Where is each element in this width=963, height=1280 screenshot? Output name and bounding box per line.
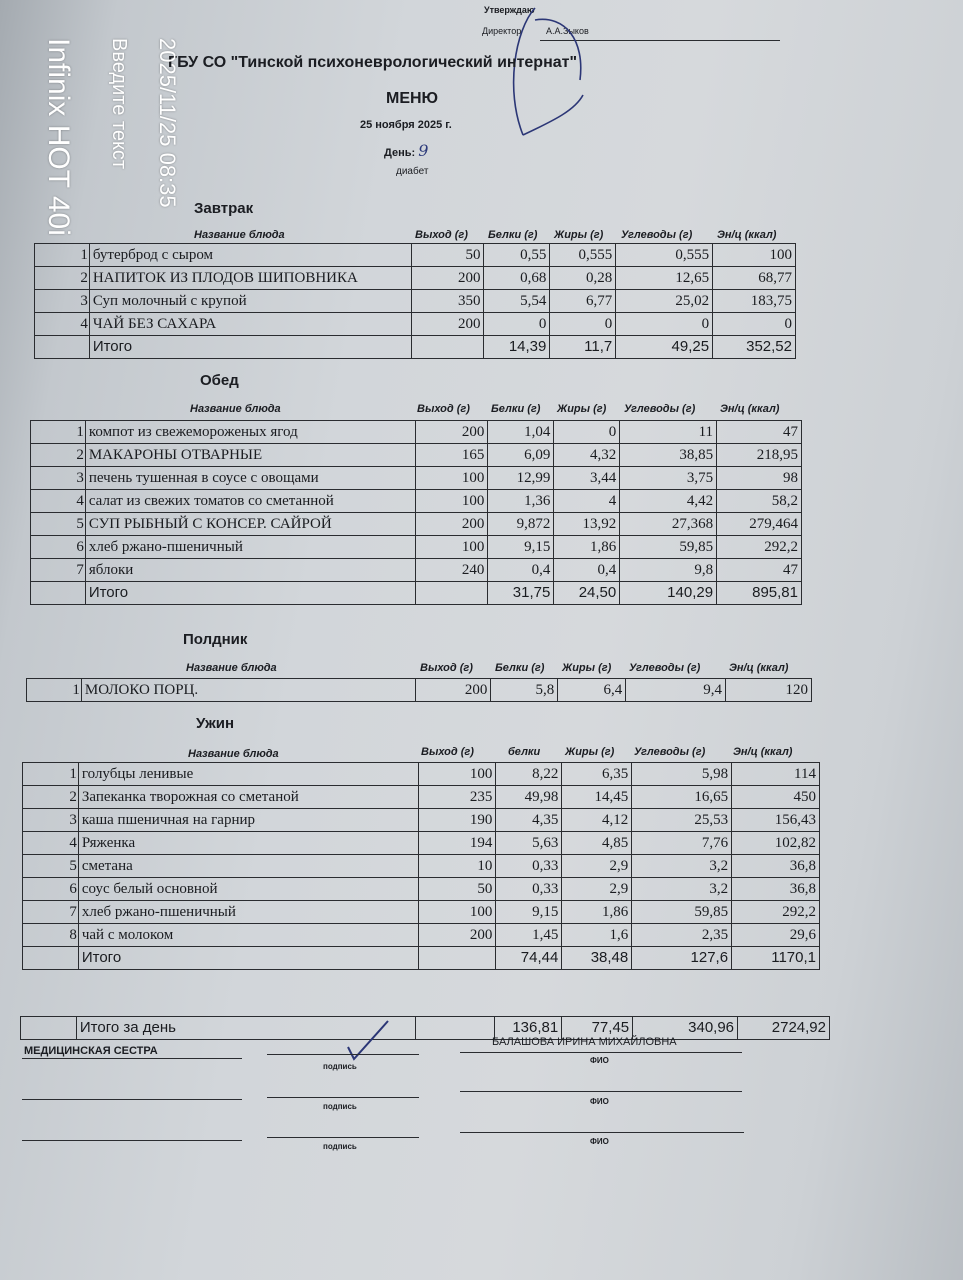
col-energy-header: Эн/ц (ккал) [729, 662, 789, 674]
day-total-row [21, 1017, 830, 1040]
dish-fat: 4 [554, 490, 620, 513]
dish-energy: 120 [726, 679, 812, 702]
dish-protein: 1,45 [496, 924, 562, 947]
dish-fat: 6,4 [558, 679, 626, 702]
table-row [35, 290, 796, 313]
dish-name: Суп молочный с крупой [89, 290, 411, 313]
col-protein-header: Белки (г) [495, 662, 545, 674]
dish-output: 200 [416, 679, 491, 702]
table-row [23, 924, 820, 947]
dish-energy: 100 [713, 244, 796, 267]
table-row [31, 490, 802, 513]
dish-carbs: 59,85 [620, 536, 717, 559]
signature-label: подпись [323, 1142, 357, 1151]
total-label: Итого [89, 336, 411, 359]
dish-energy: 36,8 [732, 878, 820, 901]
dish-name: чай с молоком [78, 924, 418, 947]
dish-protein: 0,33 [496, 878, 562, 901]
col-protein-header: Белки (г) [491, 403, 541, 415]
total-blank [415, 582, 488, 605]
table-row [35, 267, 796, 290]
dish-energy: 450 [732, 786, 820, 809]
row-number: 3 [35, 290, 90, 313]
col-energy-header: Эн/ц (ккал) [720, 403, 780, 415]
dish-protein: 0,68 [484, 267, 550, 290]
snack-table [26, 678, 812, 702]
table-row [23, 832, 820, 855]
dinner-table [22, 762, 820, 970]
total-blank [411, 336, 484, 359]
dish-energy: 68,77 [713, 267, 796, 290]
total-protein: 14,39 [484, 336, 550, 359]
signature-line [267, 1097, 419, 1098]
row-number: 1 [31, 421, 86, 444]
total-row [31, 582, 802, 605]
table-row [31, 421, 802, 444]
dish-protein: 8,22 [496, 763, 562, 786]
table-row [23, 878, 820, 901]
row-number: 8 [23, 924, 79, 947]
dish-output: 100 [418, 901, 496, 924]
dish-energy: 292,2 [732, 901, 820, 924]
dish-output: 50 [418, 878, 496, 901]
dish-protein: 9,15 [496, 901, 562, 924]
day-label: День: [384, 147, 416, 159]
dish-fat: 13,92 [554, 513, 620, 536]
col-name-header: Название блюда [194, 229, 285, 241]
total-carbs: 127,6 [632, 947, 732, 970]
dish-energy: 58,2 [717, 490, 802, 513]
day-total-energy: 2724,92 [738, 1017, 830, 1040]
camera-watermark-datetime: 2025/11/25 08:35 [155, 38, 180, 208]
table-row [31, 444, 802, 467]
dish-protein: 0,4 [488, 559, 554, 582]
dish-output: 200 [411, 267, 484, 290]
dish-output: 240 [415, 559, 488, 582]
col-carbs-header: Углеводы (г) [621, 229, 693, 241]
col-carbs-header: Углеводы (г) [629, 662, 701, 674]
organization-name: ГБУ СО "Тинской психоневрологический интернат" [168, 54, 578, 71]
fio-label: ФИО [590, 1097, 609, 1106]
col-fat-header: Жиры (г) [565, 746, 615, 758]
day-total-fat: 77,45 [562, 1017, 633, 1040]
dish-output: 10 [418, 855, 496, 878]
dish-name: СУП РЫБНЫЙ С КОНСЕР. САЙРОЙ [85, 513, 415, 536]
signature-label: подпись [323, 1102, 357, 1111]
row-number: 4 [23, 832, 79, 855]
dish-name: НАПИТОК ИЗ ПЛОДОВ ШИПОВНИКА [89, 267, 411, 290]
total-fat: 38,48 [562, 947, 632, 970]
dish-carbs: 4,42 [620, 490, 717, 513]
signature-line [460, 1132, 744, 1133]
dish-fat: 3,44 [554, 467, 620, 490]
dish-output: 200 [418, 924, 496, 947]
table-row [31, 536, 802, 559]
dish-name: сметана [78, 855, 418, 878]
col-carbs-header: Углеводы (г) [634, 746, 706, 758]
dish-protein: 49,98 [496, 786, 562, 809]
table-row [23, 763, 820, 786]
dish-carbs: 3,75 [620, 467, 717, 490]
breakfast-table [34, 243, 796, 359]
dish-name: хлеб ржано-пшеничный [85, 536, 415, 559]
dish-carbs: 38,85 [620, 444, 717, 467]
dish-carbs: 11 [620, 421, 717, 444]
dish-protein: 9,15 [488, 536, 554, 559]
dish-name: компот из свежемороженых ягод [85, 421, 415, 444]
dish-fat: 1,6 [562, 924, 632, 947]
dish-energy: 218,95 [717, 444, 802, 467]
signature-line [22, 1058, 242, 1059]
dish-fat: 6,35 [562, 763, 632, 786]
dish-name: Ряженка [78, 832, 418, 855]
director-label: Директор [482, 26, 522, 36]
total-protein: 74,44 [496, 947, 562, 970]
total-blank [23, 947, 79, 970]
dish-fat: 0,555 [550, 244, 616, 267]
dish-fat: 0,4 [554, 559, 620, 582]
total-energy: 352,52 [713, 336, 796, 359]
total-row [23, 947, 820, 970]
dinner-title: Ужин [196, 715, 235, 732]
row-number: 3 [31, 467, 86, 490]
col-fat-header: Жиры (г) [562, 662, 612, 674]
dish-fat: 14,45 [562, 786, 632, 809]
dish-energy: 0 [713, 313, 796, 336]
dish-protein: 9,872 [488, 513, 554, 536]
day-value: 9 [418, 141, 429, 160]
row-number: 3 [23, 809, 79, 832]
day-total-protein: 136,81 [495, 1017, 562, 1040]
dish-name: печень тушенная в соусе с овощами [85, 467, 415, 490]
nurse-title: МЕДИЦИНСКАЯ СЕСТРА [24, 1045, 158, 1057]
day-total-carbs: 340,96 [633, 1017, 738, 1040]
dish-name: МАКАРОНЫ ОТВАРНЫЕ [85, 444, 415, 467]
row-number: 5 [31, 513, 86, 536]
lunch-table [30, 420, 802, 605]
dish-carbs: 7,76 [632, 832, 732, 855]
dish-carbs: 0 [616, 313, 713, 336]
total-energy: 1170,1 [732, 947, 820, 970]
table-row [23, 855, 820, 878]
signature-scribble [340, 1015, 400, 1065]
dish-output: 200 [411, 313, 484, 336]
approve-label: Утверждаю [484, 5, 535, 15]
dish-carbs: 25,53 [632, 809, 732, 832]
dish-name: салат из свежих томатов со сметанной [85, 490, 415, 513]
breakfast-title: Завтрак [194, 200, 254, 217]
dish-protein: 0,55 [484, 244, 550, 267]
diet-label: диабет [396, 166, 429, 177]
dish-name: хлеб ржано-пшеничный [78, 901, 418, 924]
camera-watermark-hint: Введите текст [108, 38, 130, 170]
dish-energy: 98 [717, 467, 802, 490]
total-energy: 895,81 [717, 582, 802, 605]
dish-energy: 279,464 [717, 513, 802, 536]
dish-protein: 0,33 [496, 855, 562, 878]
dish-name: бутерброд с сыром [89, 244, 411, 267]
total-blank [35, 336, 90, 359]
dish-fat: 6,77 [550, 290, 616, 313]
dish-carbs: 59,85 [632, 901, 732, 924]
row-number: 4 [31, 490, 86, 513]
total-protein: 31,75 [488, 582, 554, 605]
dish-carbs: 0,555 [616, 244, 713, 267]
row-number: 6 [23, 878, 79, 901]
table-row [27, 679, 812, 702]
dish-carbs: 2,35 [632, 924, 732, 947]
dish-output: 235 [418, 786, 496, 809]
total-blank [418, 947, 496, 970]
signature-line [460, 1052, 742, 1053]
table-row [35, 313, 796, 336]
signature-line [460, 1091, 742, 1092]
dish-fat: 2,9 [562, 855, 632, 878]
dish-output: 200 [415, 513, 488, 536]
dish-energy: 36,8 [732, 855, 820, 878]
dish-protein: 1,36 [488, 490, 554, 513]
dish-carbs: 3,2 [632, 855, 732, 878]
col-name-header: Название блюда [186, 662, 277, 674]
day-total-table [20, 1016, 830, 1040]
camera-watermark-brand: Infinix HOT 40i [42, 38, 75, 236]
dish-output: 350 [411, 290, 484, 313]
dish-carbs: 12,65 [616, 267, 713, 290]
dish-carbs: 27,368 [620, 513, 717, 536]
table-row [23, 901, 820, 924]
row-number: 2 [35, 267, 90, 290]
dish-fat: 1,86 [562, 901, 632, 924]
table-row [31, 467, 802, 490]
snack-title: Полдник [183, 631, 248, 648]
table-row [23, 809, 820, 832]
col-fat-header: Жиры (г) [557, 403, 607, 415]
row-number: 7 [23, 901, 79, 924]
row-number: 2 [31, 444, 86, 467]
dish-energy: 292,2 [717, 536, 802, 559]
director-name: А.А.Зыков [546, 26, 589, 36]
total-label: Итого [78, 947, 418, 970]
col-carbs-header: Углеводы (г) [624, 403, 696, 415]
nurse-name: БАЛАШОВА ИРИНА МИХАЙЛОВНА [492, 1036, 677, 1048]
dish-output: 200 [415, 421, 488, 444]
col-output-header: Выход (г) [420, 662, 473, 674]
dish-fat: 2,9 [562, 878, 632, 901]
total-fat: 24,50 [554, 582, 620, 605]
row-number: 1 [27, 679, 82, 702]
total-fat: 11,7 [550, 336, 616, 359]
col-energy-header: Эн/ц (ккал) [717, 229, 777, 241]
signature-line [267, 1054, 419, 1055]
dish-protein: 5,8 [491, 679, 558, 702]
dish-output: 100 [415, 490, 488, 513]
dish-energy: 156,43 [732, 809, 820, 832]
menu-day [384, 141, 428, 160]
dish-fat: 0 [550, 313, 616, 336]
dish-protein: 5,54 [484, 290, 550, 313]
dish-name: соус белый основной [78, 878, 418, 901]
row-number: 6 [31, 536, 86, 559]
col-protein-header: Белки (г) [488, 229, 538, 241]
dish-protein: 4,35 [496, 809, 562, 832]
dish-carbs: 9,4 [626, 679, 726, 702]
dish-name: МОЛОКО ПОРЦ. [81, 679, 416, 702]
signature-line [267, 1137, 419, 1138]
signature-label: подпись [323, 1062, 357, 1071]
dish-energy: 47 [717, 421, 802, 444]
table-row [31, 513, 802, 536]
dish-output: 190 [418, 809, 496, 832]
dish-fat: 1,86 [554, 536, 620, 559]
dish-carbs: 16,65 [632, 786, 732, 809]
col-output-header: Выход (г) [415, 229, 468, 241]
table-row [31, 559, 802, 582]
col-output-header: Выход (г) [421, 746, 474, 758]
total-label: Итого [85, 582, 415, 605]
row-number: 4 [35, 313, 90, 336]
dish-energy: 183,75 [713, 290, 796, 313]
dish-name: ЧАЙ БЕЗ САХАРА [89, 313, 411, 336]
dish-name: голубцы ленивые [78, 763, 418, 786]
dish-protein: 12,99 [488, 467, 554, 490]
dish-output: 100 [415, 536, 488, 559]
director-signature-scribble [495, 0, 605, 150]
dish-output: 100 [415, 467, 488, 490]
dish-carbs: 25,02 [616, 290, 713, 313]
signature-line [22, 1099, 242, 1100]
fio-label: ФИО [590, 1137, 609, 1146]
dish-name: яблоки [85, 559, 415, 582]
row-number: 5 [23, 855, 79, 878]
dish-energy: 47 [717, 559, 802, 582]
dish-protein: 5,63 [496, 832, 562, 855]
dish-output: 50 [411, 244, 484, 267]
col-name-header: Название блюда [190, 403, 281, 415]
lunch-title: Обед [200, 372, 239, 389]
total-row [35, 336, 796, 359]
dish-energy: 114 [732, 763, 820, 786]
dish-output: 194 [418, 832, 496, 855]
dish-energy: 102,82 [732, 832, 820, 855]
row-number: 7 [31, 559, 86, 582]
dish-carbs: 5,98 [632, 763, 732, 786]
fio-label: ФИО [590, 1056, 609, 1065]
menu-title: МЕНЮ [386, 90, 439, 107]
col-fat-header: Жиры (г) [554, 229, 604, 241]
total-blank [31, 582, 86, 605]
dish-carbs: 3,2 [632, 878, 732, 901]
dish-carbs: 9,8 [620, 559, 717, 582]
total-carbs: 49,25 [616, 336, 713, 359]
dish-fat: 4,32 [554, 444, 620, 467]
dish-name: каша пшеничная на гарнир [78, 809, 418, 832]
dish-fat: 0,28 [550, 267, 616, 290]
dish-fat: 4,85 [562, 832, 632, 855]
col-protein-header: белки [508, 746, 541, 758]
dish-protein: 1,04 [488, 421, 554, 444]
table-row [23, 786, 820, 809]
dish-fat: 4,12 [562, 809, 632, 832]
total-carbs: 140,29 [620, 582, 717, 605]
dish-output: 100 [418, 763, 496, 786]
col-name-header: Название блюда [188, 748, 279, 760]
row-number: 1 [35, 244, 90, 267]
dish-name: Запеканка творожная со сметаной [78, 786, 418, 809]
dish-protein: 0 [484, 313, 550, 336]
signature-line [22, 1140, 242, 1141]
dish-output: 165 [415, 444, 488, 467]
col-energy-header: Эн/ц (ккал) [733, 746, 793, 758]
col-output-header: Выход (г) [417, 403, 470, 415]
menu-date: 25 ноября 2025 г. [360, 119, 452, 131]
row-number: 1 [23, 763, 79, 786]
dish-fat: 0 [554, 421, 620, 444]
table-row [35, 244, 796, 267]
row-number: 2 [23, 786, 79, 809]
day-total-label: Итого за день [76, 1017, 416, 1040]
dish-energy: 29,6 [732, 924, 820, 947]
dish-protein: 6,09 [488, 444, 554, 467]
